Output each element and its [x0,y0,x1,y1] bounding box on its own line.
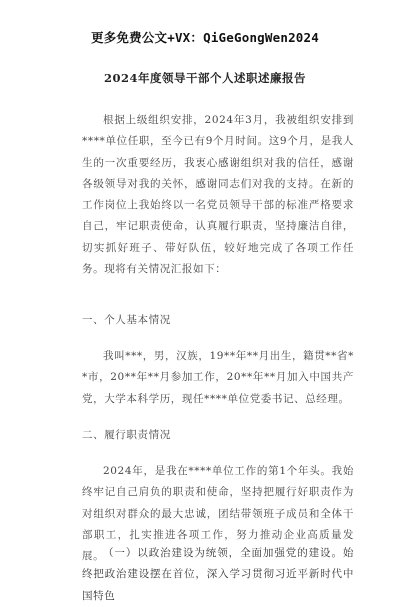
document-title: 2024年度领导干部个人述职述廉报告 [103,71,306,85]
subsection-party-building: （一）以政治建设为统领，全面加强党的建设。始终把政治建设摆在首位，深入学习贯彻习近平新时代中国特色 [82,547,354,602]
section-heading-duties: 二、履行职责情况 [82,429,171,441]
duties-paragraph: 2024年，是我在****单位工作的第1个年头。我始终牢记自己肩负的职责和使命，坚持把履行好职责作为对组织对群众的最大忠诚，团结带领班子成员和全体干部职工，扎实推进各项工作，努力推动企业高质量发展。 [82,465,354,563]
section-heading-basic-info: 一、个人基本情况 [82,314,171,326]
basic-info-paragraph: 我叫***，男，汉族，19**年**月出生，籍贯**省**市，20**年**月参加工作，20**年**月加入中国共产党，大学本科学历，现任****单位党委书记、总经理。 [82,350,354,405]
promo-banner: 更多免费公文+VX：QiGeGongWen2024 [91,30,319,45]
intro-paragraph: 根据上级组织安排，2024年3月，我被组织安排到****单位任职，至今已有9个月时间。这9个月，是我人生的一次重要经历，我衷心感谢组织对我的信任，感谢各级领导对我的关怀，感谢同志们对我的支持。在新的工作岗位上我始终以一名党员领导干部的标准严格要求自己，牢记职责使命，认真履行职责，坚持廉洁自律，切实抓好班子、带好队伍，较好地完成了各项工作任务。现将有关情况汇报如下： [82,114,354,276]
